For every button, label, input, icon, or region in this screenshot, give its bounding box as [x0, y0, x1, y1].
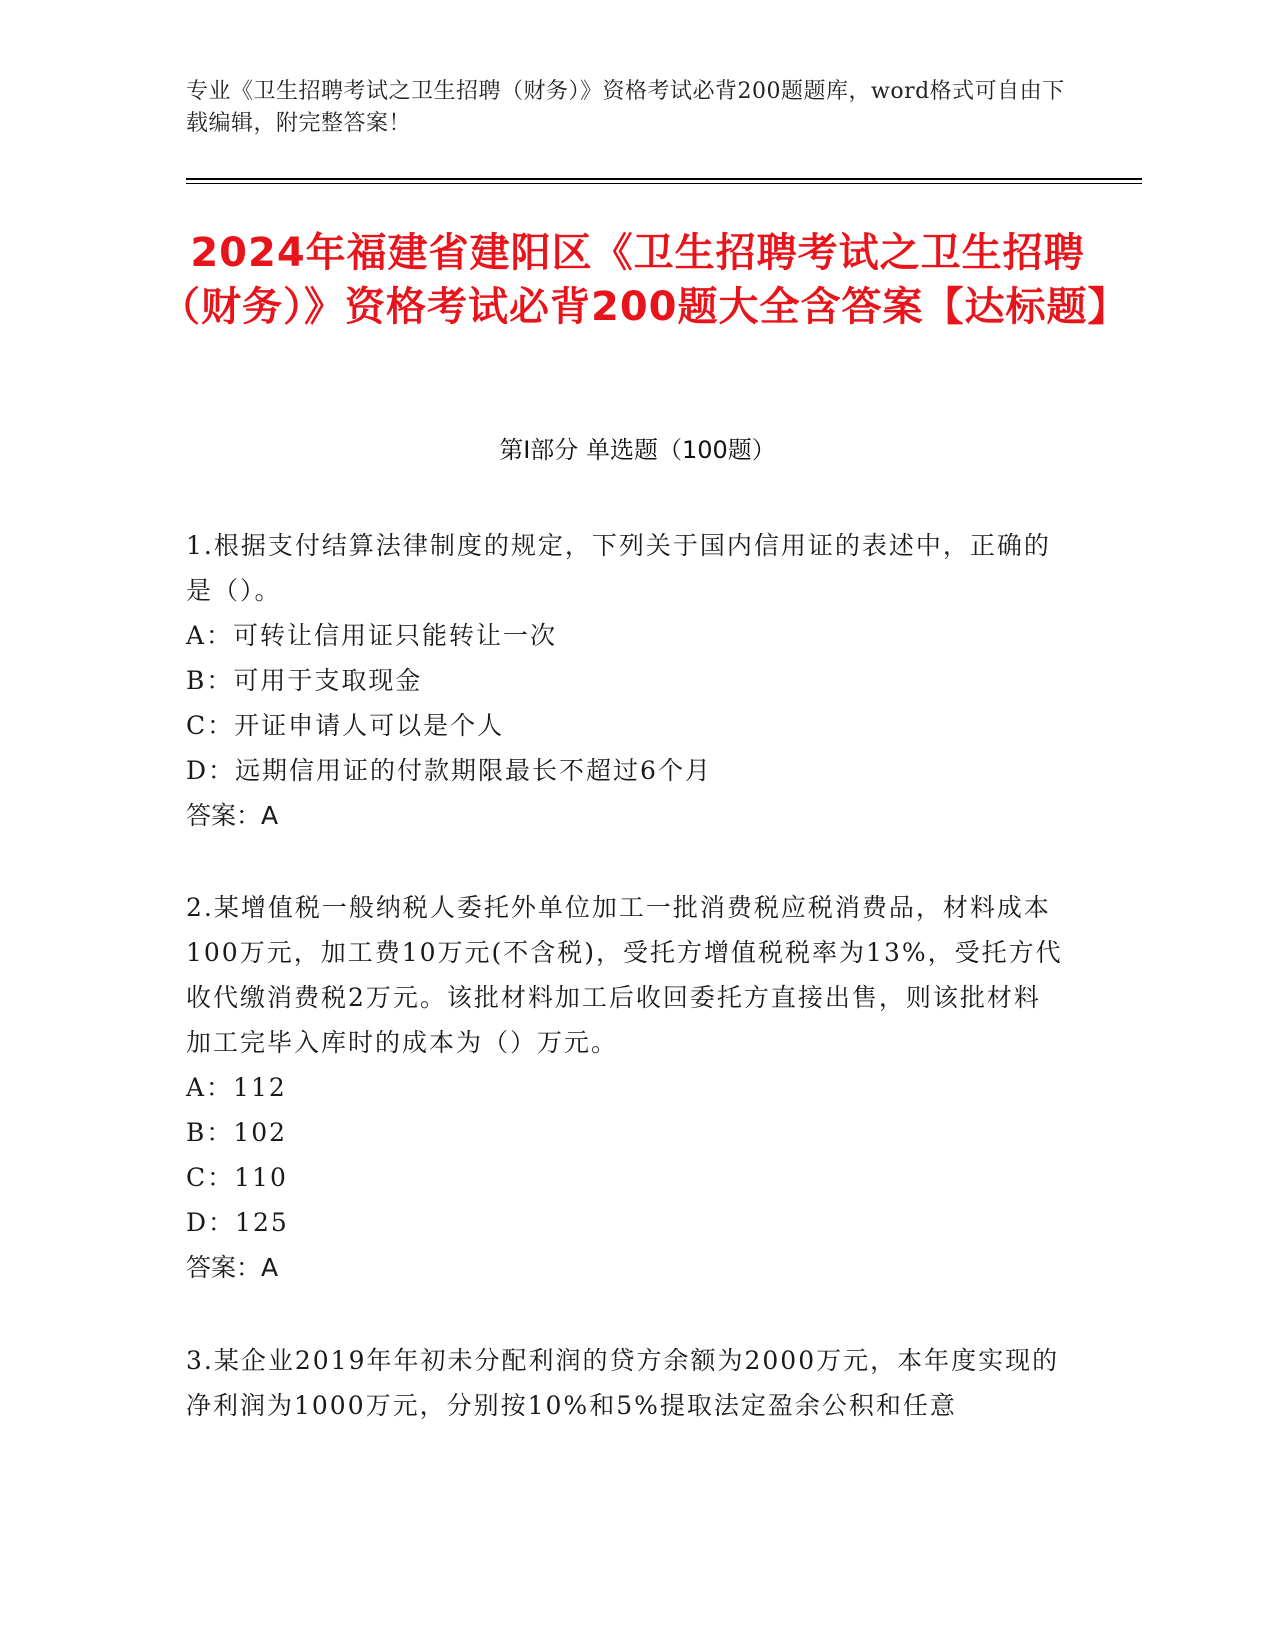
option-a: A：可转让信用证只能转让一次: [186, 621, 558, 650]
document-title: 2024年福建省建阳区《卫生招聘考试之卫生招聘（财务）》资格考试必背200题大全含答案【达标题】: [160, 230, 1129, 330]
question-stem: 2.某增值税一般纳税人委托外单位加工一批消费税应税消费品，材料成本100万元，加工费10万元(不含税)，受托方增值税税率为13%，受托方代收代缴消费税2万元。该批材料加工后收回委托方直接出售，则该批材料加工完毕入库时的成本为（）万元。: [186, 893, 1063, 1057]
question-2: [186, 885, 1066, 1290]
answer-line: 答案：A: [186, 801, 279, 830]
option-c: C：开证申请人可以是个人: [186, 711, 505, 740]
option-c: C：110: [186, 1163, 288, 1192]
option-d: D：远期信用证的付款期限最长不超过6个月: [186, 756, 712, 785]
question-stem: 3.某企业2019年年初未分配利润的贷方余额为2000万元，本年度实现的净利润为1000万元，分别按10%和5%提取法定盈余公积和任意: [186, 1346, 1060, 1420]
option-d: D：125: [186, 1208, 289, 1237]
option-b: B：可用于支取现金: [186, 666, 423, 695]
question-1: [186, 523, 1066, 838]
question-3: [186, 1338, 1066, 1428]
option-b: B：102: [186, 1118, 288, 1147]
answer-line: 答案：A: [186, 1253, 279, 1282]
header-note: 专业《卫生招聘考试之卫生招聘（财务）》资格考试必背200题题库，word格式可自由下载编辑，附完整答案！: [186, 79, 1065, 136]
header-divider-thick: [186, 178, 1142, 180]
option-a: A：112: [186, 1073, 287, 1102]
header-divider-thin: [186, 183, 1142, 184]
section-title: 第I部分 单选题（100题）: [499, 436, 776, 464]
question-stem: 1.根据支付结算法律制度的规定，下列关于国内信用证的表述中，正确的是（）。: [186, 531, 1051, 605]
